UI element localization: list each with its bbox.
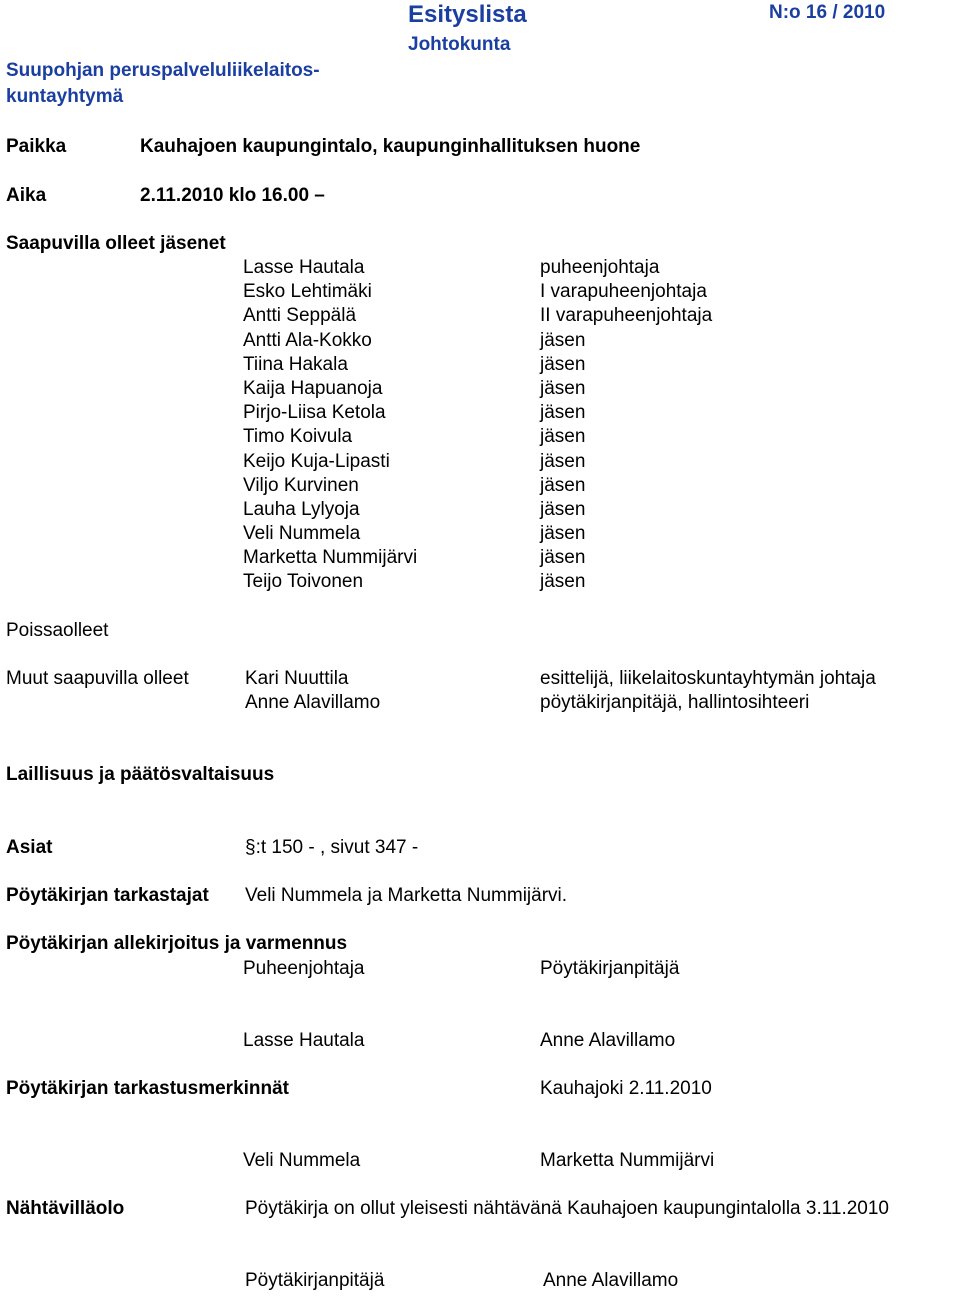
- member-role: jäsen: [540, 402, 586, 424]
- member-role: jäsen: [540, 329, 586, 351]
- doc-type: Esityslista: [408, 1, 527, 28]
- checkers-label: Pöytäkirjan tarkastajat: [6, 885, 209, 906]
- place-label: Paikka: [6, 136, 67, 157]
- member-role: II varapuheenjohtaja: [540, 305, 713, 327]
- legality-heading: Laillisuus ja päätösvaltaisuus: [6, 764, 275, 785]
- other-role: esittelijä, liikelaitoskuntayhtymän johtaja: [540, 668, 876, 689]
- member-name: Tiina Hakala: [243, 353, 348, 375]
- inspector-name: Veli Nummela: [243, 1150, 361, 1171]
- member-name: Antti Seppälä: [243, 305, 357, 327]
- member-role: jäsen: [540, 498, 586, 520]
- member-name: Esko Lehtimäki: [243, 281, 372, 303]
- member-role: jäsen: [540, 523, 586, 545]
- member-name: Kaija Hapuanoja: [243, 377, 383, 399]
- signing-heading: Pöytäkirjan allekirjoitus ja varmennus: [6, 933, 348, 954]
- member-name: Pirjo-Liisa Ketola: [243, 402, 386, 424]
- member-role: jäsen: [540, 353, 586, 375]
- other-role: pöytäkirjanpitäjä, hallintosihteeri: [540, 692, 810, 713]
- other-name: Anne Alavillamo: [245, 692, 381, 713]
- other-name: Kari Nuuttila: [245, 668, 349, 689]
- others-label: Muut saapuvilla olleet: [6, 668, 189, 689]
- place-value: Kauhajoen kaupungintalo, kaupunginhallituksen huone: [140, 136, 641, 157]
- absent-label: Poissaolleet: [6, 620, 109, 641]
- display-label: Nähtävilläolo: [6, 1198, 125, 1219]
- org-name-line2: kuntayhtymä: [6, 86, 124, 107]
- org-name-line1: Suupohjan peruspalveluliikelaitos-: [6, 60, 320, 81]
- display-name: Anne Alavillamo: [543, 1270, 679, 1291]
- member-role: jäsen: [540, 547, 586, 569]
- member-name: Timo Koivula: [243, 426, 353, 448]
- member-role: jäsen: [540, 450, 586, 472]
- member-roles: [540, 256, 712, 595]
- checkers-value: Veli Nummela ja Marketta Nummijärvi.: [245, 885, 568, 906]
- signing-role-chair: Puheenjohtaja: [243, 958, 365, 979]
- member-role: I varapuheenjohtaja: [540, 281, 707, 303]
- member-role: jäsen: [540, 377, 586, 399]
- member-name: Veli Nummela: [243, 523, 361, 545]
- member-name: Lauha Lylyoja: [243, 498, 360, 520]
- display-role: Pöytäkirjanpitäjä: [245, 1270, 385, 1291]
- document-number: N:o 16 / 2010: [769, 2, 886, 23]
- member-names: [243, 256, 417, 595]
- member-name: Antti Ala-Kokko: [243, 329, 372, 351]
- display-text: Pöytäkirja on ollut yleisesti nähtävänä Kauhajoen kaupungintalolla 3.11.2010: [245, 1198, 889, 1219]
- signing-role-secretary: Pöytäkirjanpitäjä: [540, 958, 680, 979]
- inspector-name: Marketta Nummijärvi: [540, 1150, 715, 1171]
- inspection-heading: Pöytäkirjan tarkastusmerkinnät: [6, 1078, 290, 1099]
- member-role: puheenjohtaja: [540, 257, 660, 278]
- member-name: Marketta Nummijärvi: [243, 547, 418, 569]
- items-value: §:t 150 - , sivut 347 -: [245, 837, 419, 858]
- inspection-place-date: Kauhajoki 2.11.2010: [540, 1078, 712, 1099]
- member-role: jäsen: [540, 426, 586, 448]
- member-role: jäsen: [540, 571, 586, 593]
- member-name: Viljo Kurvinen: [243, 474, 359, 496]
- time-label: Aika: [6, 185, 47, 206]
- items-label: Asiat: [6, 837, 53, 858]
- signing-name-secretary: Anne Alavillamo: [540, 1030, 676, 1051]
- members-heading: Saapuvilla olleet jäsenet: [6, 233, 226, 254]
- signing-name-chair: Lasse Hautala: [243, 1030, 365, 1051]
- time-value: 2.11.2010 klo 16.00 –: [140, 185, 325, 206]
- member-name: Teijo Toivonen: [243, 571, 364, 593]
- member-name: Keijo Kuja-Lipasti: [243, 450, 390, 472]
- body-name: Johtokunta: [408, 34, 511, 55]
- member-role: jäsen: [540, 474, 586, 496]
- member-name: Lasse Hautala: [243, 257, 365, 278]
